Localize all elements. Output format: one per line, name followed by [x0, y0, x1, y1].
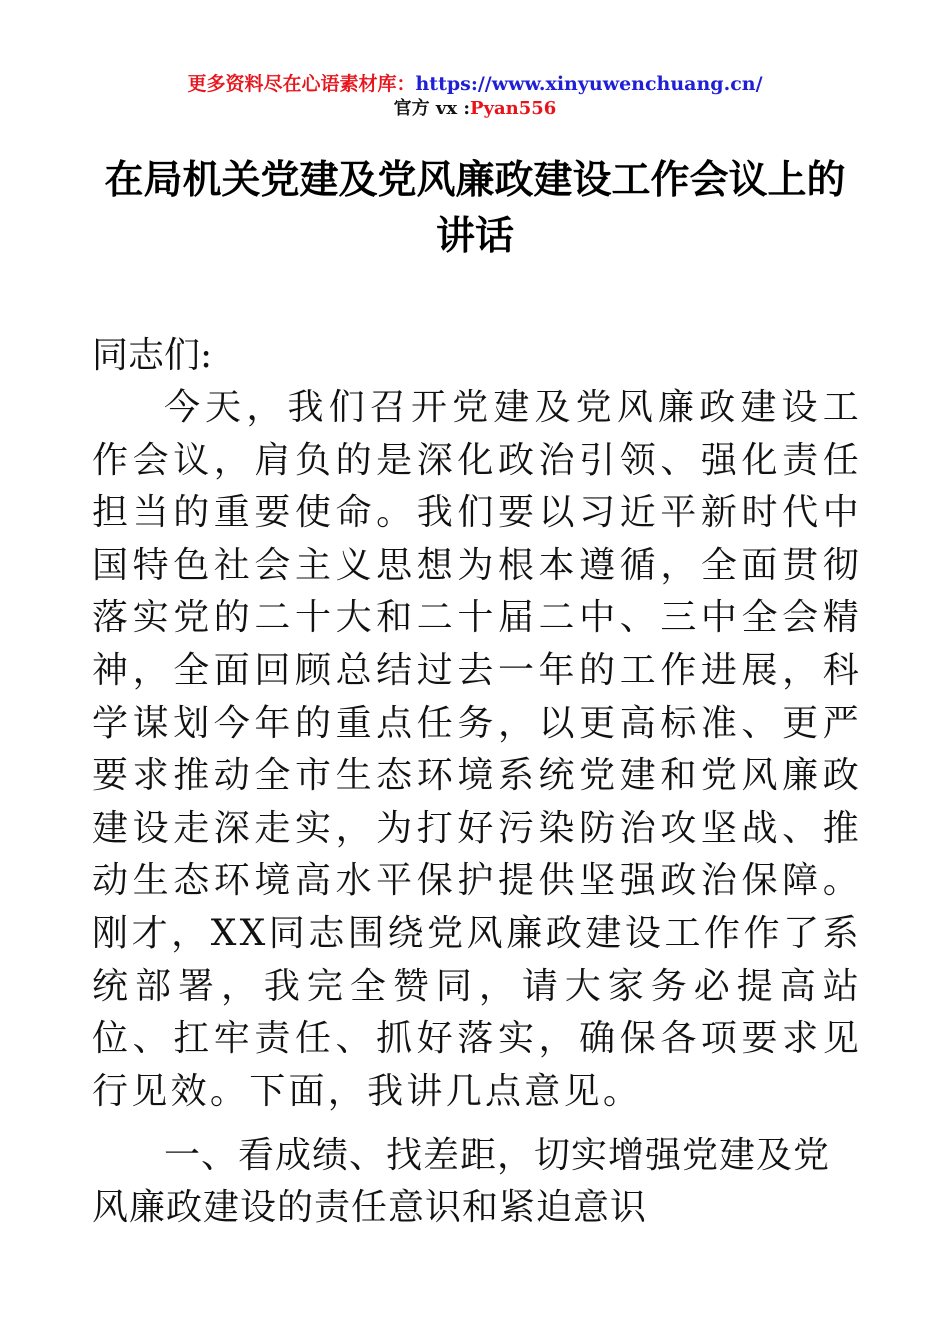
salutation: 同志们:	[92, 335, 213, 376]
promo-url-link[interactable]: https://www.xinyuwenchuang.cn/	[415, 73, 763, 95]
promo-prefix: 更多资料尽在心语素材库：	[187, 73, 416, 95]
contact-prefix: 官方 vx :	[393, 98, 471, 119]
document-title: 在局机关党建及党风廉政建设工作会议上的讲话	[104, 157, 846, 259]
body-paragraph: 今天，我们召开党建及党风廉政建设工作会议，肩负的是深化政治引领、强化责任担当的重要使命。我们要以习近平新时代中国特色社会主义思想为根本遵循，全面贯彻落实党的二十大和二十届二中、三中全会精神，全面回顾总结过去一年的工作进展，科学谋划今年的重点任务，以更高标准、更严要求推动全市生态环境系统党建和党风廉政建设走深走实，为打好污染防治攻坚战、推动生态环境高水平保护提供坚强政治保障。刚才，XX同志围绕党风廉政建设工作作了系统部署，我完全赞同，请大家务必提高站位、扛牢责任、抓好落实，确保各项要求见行见效。下面，我讲几点意见。	[92, 387, 862, 1112]
promo-header	[0, 72, 950, 96]
contact-id: Pyan556	[470, 98, 557, 119]
section-heading: 一、看成绩、找差距，切实增强党建及党风廉政建设的责任意识和紧迫意识	[92, 1135, 831, 1228]
contact-header	[0, 98, 950, 120]
